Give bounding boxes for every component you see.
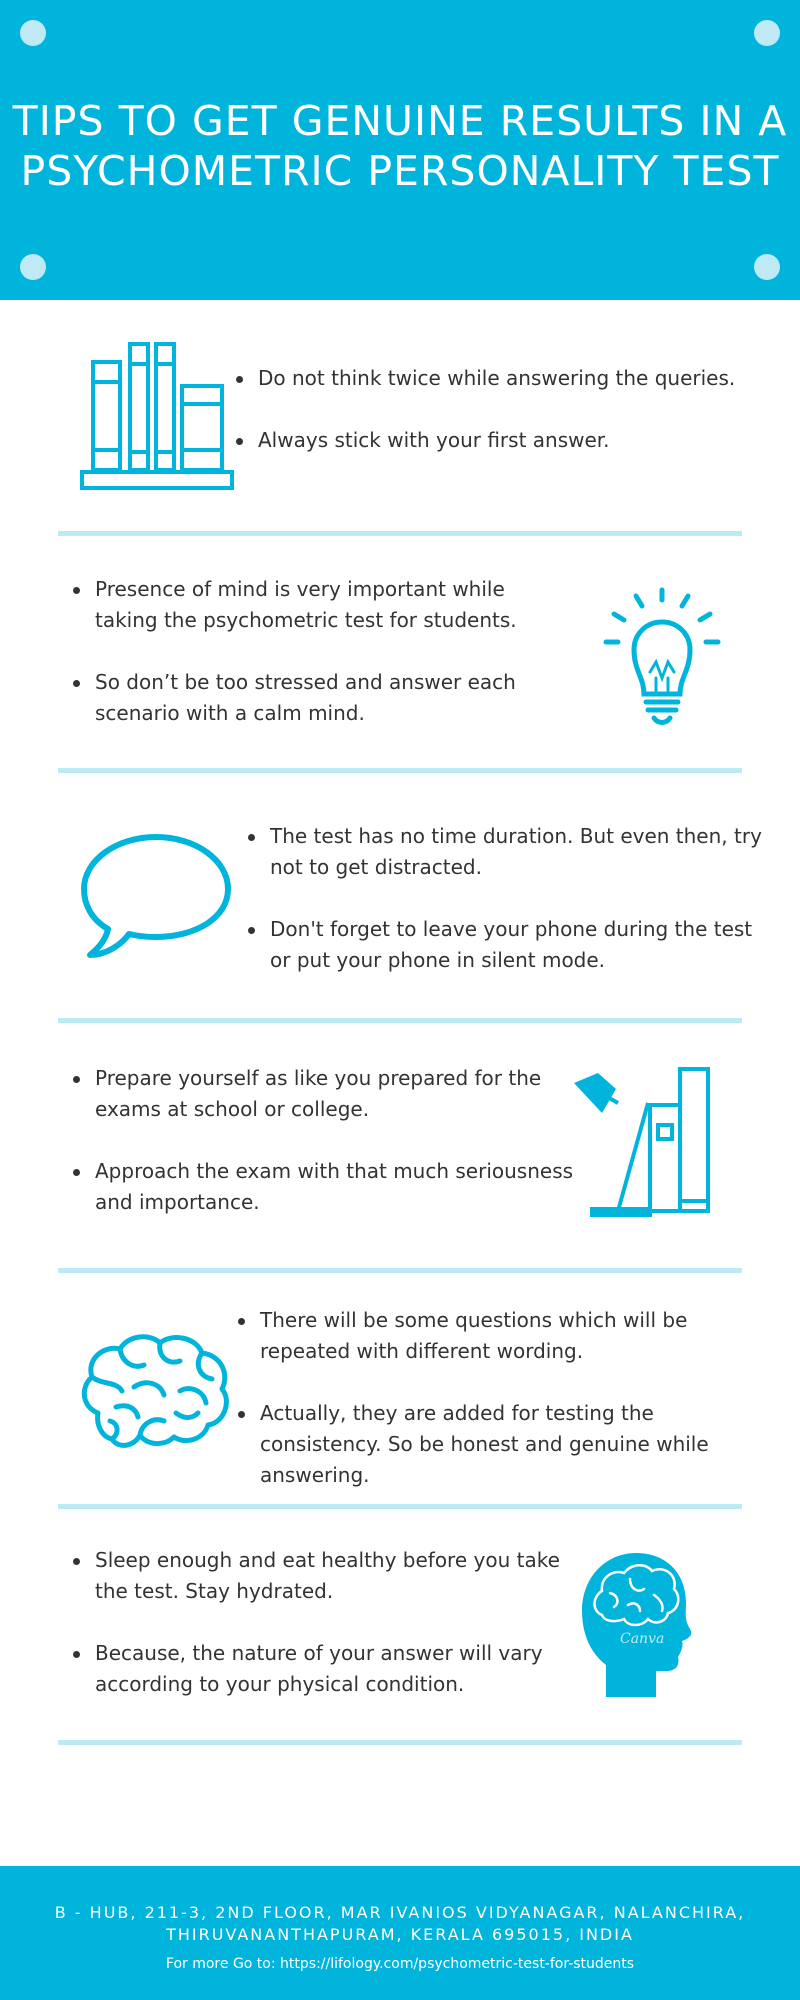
tip-section-3 — [0, 773, 800, 1019]
tip-section-1 — [0, 300, 800, 532]
decor-dot-top-right — [754, 20, 780, 46]
more-info-link[interactable]: For more Go to: https://lifology.com/psychometric-test-for-students — [165, 1956, 635, 1972]
desk-lamp-books-icon — [570, 1063, 718, 1219]
tip-bullet: Presence of mind is very important while taking the psychometric test for students. — [71, 574, 561, 636]
lightbulb-icon — [600, 586, 725, 726]
tip-bullet: Because, the nature of your answer will vary according to your physical condition. — [71, 1638, 581, 1700]
tip-bullet: So don’t be too stressed and answer each scenario with a calm mind. — [71, 667, 561, 729]
title-line-2: PSYCHOMETRIC PERSONALITY TEST — [20, 147, 780, 195]
decor-dot-top-left — [20, 20, 46, 46]
brain-icon — [76, 1329, 234, 1455]
tip-section-5 — [0, 1273, 800, 1505]
speech-bubble-icon — [76, 829, 236, 967]
tip-bullet: The test has no time duration. But even then, try not to get distracted. — [246, 821, 766, 883]
footer-address — [0, 1902, 800, 1946]
tip-bullet: Do not think twice while answering the queries. — [234, 363, 794, 394]
tip-list-3 — [246, 821, 766, 1007]
decor-dot-bottom-right — [754, 254, 780, 280]
tip-section-6 — [0, 1509, 800, 1741]
tip-list-4 — [71, 1063, 591, 1249]
tip-bullet: Approach the exam with that much seriousness and importance. — [71, 1156, 591, 1218]
tip-bullet: Actually, they are added for testing the consistency. So be honest and genuine while answering. — [236, 1398, 756, 1491]
tip-bullet: There will be some questions which will be repeated with different wording. — [236, 1305, 756, 1367]
tip-list-1 — [234, 363, 794, 487]
tip-list-6 — [71, 1545, 581, 1731]
tip-bullet: Don't forget to leave your phone during the test or put your phone in silent mode. — [246, 914, 766, 976]
address-line-2: THIRUVANANTHAPURAM, KERALA 695015, INDIA — [166, 1925, 634, 1944]
tip-bullet: Always stick with your first answer. — [234, 425, 794, 456]
address-line-1: B - HUB, 211-3, 2ND FLOOR, MAR IVANIOS VIDYANAGAR, NALANCHIRA, — [54, 1903, 746, 1922]
section-divider — [58, 1740, 742, 1745]
page-title — [0, 96, 800, 196]
tip-bullet: Prepare yourself as like you prepared for the exams at school or college. — [71, 1063, 591, 1125]
head-with-brain-icon — [580, 1549, 692, 1699]
footer — [0, 1866, 800, 2000]
tip-list-5 — [236, 1305, 756, 1522]
tip-list-2 — [71, 574, 561, 760]
tip-bullet: Sleep enough and eat healthy before you take the test. Stay hydrated. — [71, 1545, 581, 1607]
books-icon — [78, 340, 238, 492]
canva-watermark: Canva — [620, 1631, 665, 1647]
decor-dot-bottom-left — [20, 254, 46, 280]
title-line-1: TIPS TO GET GENUINE RESULTS IN A — [12, 97, 788, 145]
header-banner — [0, 0, 800, 300]
tip-section-2 — [0, 536, 800, 768]
tip-section-4 — [0, 1023, 800, 1269]
